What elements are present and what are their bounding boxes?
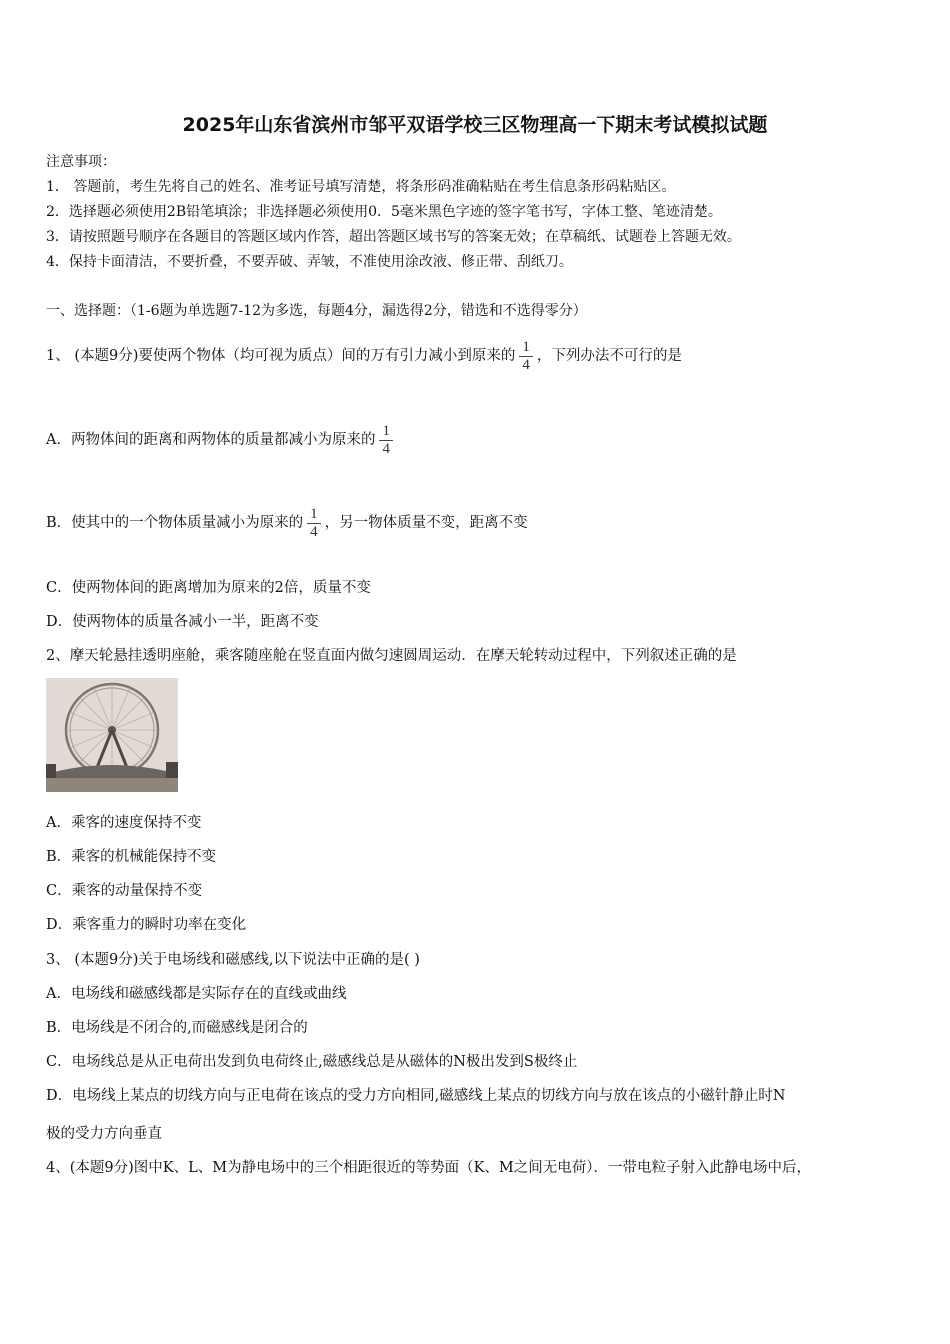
q1-option-b-text-b: ，另一物体质量不变，距离不变	[324, 515, 528, 531]
fraction-numerator: 1	[519, 339, 533, 357]
fraction-denominator: 4	[382, 440, 390, 457]
notice-item-2: 2．选择题必须使用2B铅笔填涂；非选择题必须使用0．5毫米黑色字迹的签字笔书写，字体工整、笔迹清楚。	[46, 204, 722, 220]
q1-stem	[46, 336, 682, 376]
notice-heading: 注意事项：	[46, 154, 116, 170]
notice-item-3: 3．请按照题号顺序在各题目的答题区域内作答，超出答题区域书写的答案无效；在草稿纸、试题卷上答题无效。	[46, 229, 741, 245]
q3-option-a: A．电场线和磁感线都是实际存在的直线或曲线	[46, 986, 347, 1002]
fraction-numerator: 1	[307, 506, 321, 524]
q3-option-c: C．电场线总是从正电荷出发到负电荷终止,磁感线总是从磁体的N极出发到S极终止	[46, 1054, 578, 1070]
q3-stem: 3、 (本题9分)关于电场线和磁感线,以下说法中正确的是( )	[46, 952, 420, 968]
q3-option-b: B．电场线是不闭合的,而磁感线是闭合的	[46, 1020, 308, 1036]
q1-option-c: C．使两物体间的距离增加为原来的2倍，质量不变	[46, 580, 371, 596]
section-heading: 一、选择题：（1-6题为单选题7-12为多选，每题4分，漏选得2分，错选和不选得零分）	[46, 303, 587, 319]
fraction-one-quarter	[307, 506, 321, 541]
q2-option-d: D．乘客重力的瞬时功率在变化	[46, 917, 247, 933]
notice-item-1: 1． 答题前，考生先将自己的姓名、准考证号填写清楚，将条形码准确粘贴在考生信息条形码粘贴区。	[46, 179, 676, 195]
fraction-one-quarter	[519, 339, 533, 374]
fraction-denominator: 4	[310, 523, 318, 540]
page-title: 2025年山东省滨州市邹平双语学校三区物理高一下期末考试模拟试题	[182, 114, 768, 136]
q1-stem-text-a: 1、 (本题9分)要使两个物体（均可视为质点）间的万有引力减小到原来的	[46, 348, 516, 364]
q3-option-d-line2: 极的受力方向垂直	[46, 1126, 162, 1142]
q1-stem-text-b: ，下列办法不可行的是	[536, 348, 682, 364]
fraction-numerator: 1	[379, 423, 393, 441]
q2-option-c: C．乘客的动量保持不变	[46, 883, 203, 899]
q2-option-b: B．乘客的机械能保持不变	[46, 849, 217, 865]
q1-option-d: D．使两物体的质量各减小一半，距离不变	[46, 614, 319, 630]
q2-option-a: A．乘客的速度保持不变	[46, 815, 202, 831]
ferris-wheel-photo	[46, 678, 178, 792]
ferris-wheel-illustration	[46, 678, 178, 792]
q1-option-b-text-a: B．使其中的一个物体质量减小为原来的	[46, 515, 304, 531]
q1-option-a-text: A．两物体间的距离和两物体的质量都减小为原来的	[46, 432, 376, 448]
q1-option-a	[46, 420, 397, 460]
q2-stem: 2、摩天轮悬挂透明座舱，乘客随座舱在竖直面内做匀速圆周运动．在摩天轮转动过程中，下列叙述正确的是	[46, 648, 737, 664]
fraction-one-quarter	[379, 423, 393, 458]
q1-option-b	[46, 503, 528, 543]
notice-item-4: 4．保持卡面清洁，不要折叠，不要弄破、弄皱，不准使用涂改液、修正带、刮纸刀。	[46, 254, 573, 270]
q3-option-d-line1: D．电场线上某点的切线方向与正电荷在该点的受力方向相同,磁感线上某点的切线方向与放在该点的小磁针静止时N	[46, 1088, 786, 1104]
q4-stem: 4、(本题9分)图中K、L、M为静电场中的三个相距很近的等势面（K、M之间无电荷）．一带电粒子射入此静电场中后，	[46, 1160, 811, 1176]
fraction-denominator: 4	[522, 356, 530, 373]
